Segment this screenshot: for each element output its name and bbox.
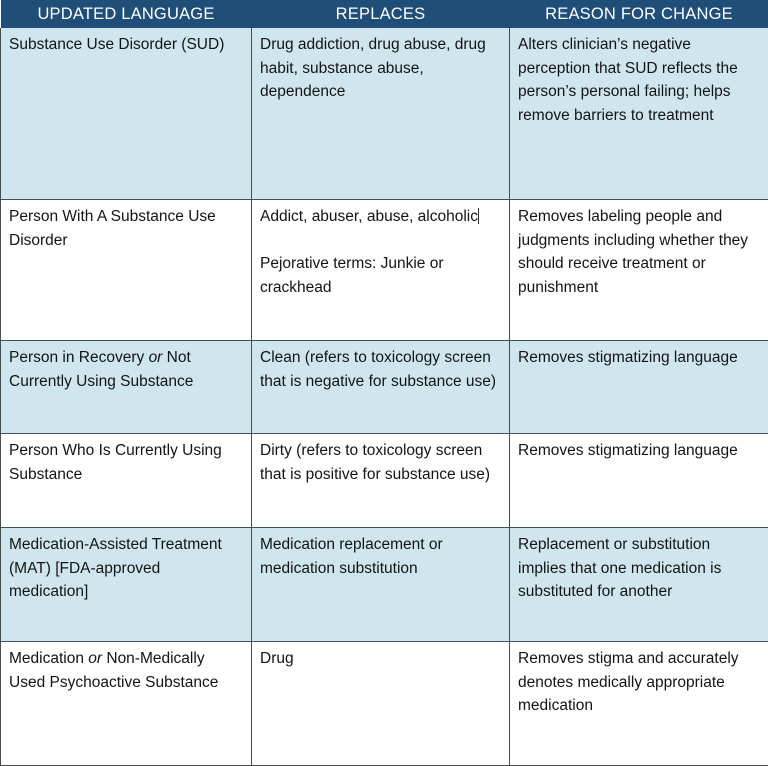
cell-reason-for-change[interactable] (510, 528, 768, 642)
cell-updated-language[interactable] (1, 528, 252, 642)
cell-text (9, 647, 243, 694)
table-row (1, 642, 768, 766)
cell-text: Medication-Assisted Treatment (MAT) [FDA-approved medication] (9, 533, 243, 604)
column-header-replaces: REPLACES (252, 0, 510, 28)
cell-replaces[interactable] (252, 642, 510, 766)
cell-updated-language[interactable] (1, 200, 252, 341)
cell-text: Alters clinician’s negative perception that SUD reflects the person’s personal failing; helps remove barriers to treatment (518, 33, 760, 127)
cell-text: Person Who Is Currently Using Substance (9, 439, 243, 486)
cell-updated-language[interactable] (1, 341, 252, 434)
cell-text-segment: Non-Medically Used Psychoactive Substance (9, 650, 218, 691)
cell-text: Substance Use Disorder (SUD) (9, 33, 243, 57)
table-row (1, 200, 768, 341)
table-body (1, 28, 768, 766)
cell-text: Drug (260, 647, 501, 671)
cell-text-segment: Medication (9, 650, 88, 667)
table-row (1, 28, 768, 200)
cell-updated-language[interactable] (1, 28, 252, 200)
cell-text: Removes labeling people and judgments including whether they should receive treatment or punishment (518, 205, 760, 299)
cell-reason-for-change[interactable] (510, 200, 768, 341)
blank-line (260, 229, 501, 253)
cell-reason-for-change[interactable] (510, 341, 768, 434)
cell-text (9, 346, 243, 393)
cell-replaces[interactable] (252, 28, 510, 200)
cell-text-part-1 (260, 205, 501, 229)
cell-reason-for-change[interactable] (510, 434, 768, 528)
table-row (1, 434, 768, 528)
cell-text: Dirty (refers to toxicology screen that is positive for substance use) (260, 439, 501, 486)
table-row (1, 528, 768, 642)
cell-updated-language[interactable] (1, 434, 252, 528)
cell-reason-for-change[interactable] (510, 28, 768, 200)
text-cursor-caret (478, 208, 479, 224)
table-row (1, 341, 768, 434)
cell-text-emphasis: or (149, 349, 163, 366)
cell-text-part-2: Pejorative terms: Junkie or crackhead (260, 252, 501, 299)
cell-text: Addict, abuser, abuse, alcoholic (260, 208, 478, 225)
cell-text: Medication replacement or medication substitution (260, 533, 501, 580)
cell-text: Removes stigma and accurately denotes medically appropriate medication (518, 647, 760, 718)
cell-text-segment: Person in Recovery (9, 349, 149, 366)
column-header-updated-language: UPDATED LANGUAGE (1, 0, 252, 28)
cell-text: Drug addiction, drug abuse, drug habit, substance abuse, dependence (260, 33, 501, 104)
table-header (1, 0, 768, 28)
cell-text-emphasis: or (88, 650, 102, 667)
cell-reason-for-change[interactable] (510, 642, 768, 766)
cell-text: Clean (refers to toxicology screen that is negative for substance use) (260, 346, 501, 393)
cell-text: Person With A Substance Use Disorder (9, 205, 243, 252)
header-row (1, 0, 768, 28)
column-header-reason-for-change: REASON FOR CHANGE (510, 0, 768, 28)
cell-replaces[interactable] (252, 200, 510, 341)
cell-text-segment: Not Currently Using Substance (9, 349, 193, 390)
cell-updated-language[interactable] (1, 642, 252, 766)
cell-text: Replacement or substitution implies that one medication is substituted for another (518, 533, 760, 604)
cell-replaces[interactable] (252, 341, 510, 434)
cell-replaces[interactable] (252, 528, 510, 642)
cell-text: Removes stigmatizing language (518, 439, 760, 463)
cell-replaces[interactable] (252, 434, 510, 528)
cell-text: Removes stigmatizing language (518, 346, 760, 370)
